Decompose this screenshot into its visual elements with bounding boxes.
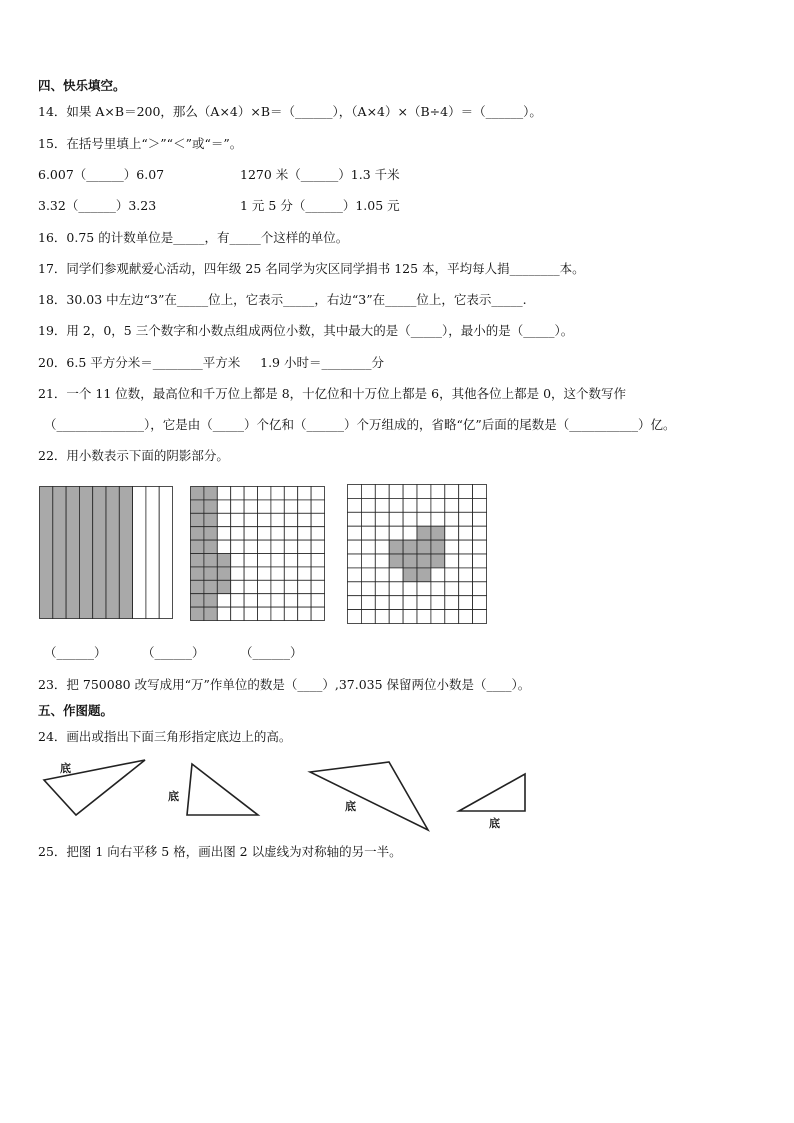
grid-cell bbox=[231, 554, 244, 567]
grid-cell bbox=[473, 554, 487, 568]
grid-cell bbox=[361, 582, 375, 596]
question-15: 15．在括号里填上“＞”“＜”或“＝”。 bbox=[38, 136, 243, 151]
grid-cell bbox=[217, 567, 230, 580]
grid-cell bbox=[417, 485, 431, 499]
grid-cell bbox=[244, 527, 257, 540]
grid-cell bbox=[361, 526, 375, 540]
triangle-3 bbox=[310, 762, 428, 830]
section-5-title: 五、作图题。 bbox=[38, 703, 114, 718]
grid-100-figure-a bbox=[190, 486, 325, 619]
grid-cell bbox=[217, 487, 230, 500]
grid-cell bbox=[217, 500, 230, 513]
grid-cell bbox=[473, 568, 487, 582]
grid-cell bbox=[445, 610, 459, 624]
grid-cell bbox=[361, 512, 375, 526]
grid-cell bbox=[445, 540, 459, 554]
grid-cell bbox=[244, 607, 257, 620]
grid-cell bbox=[473, 540, 487, 554]
grid-cell bbox=[361, 498, 375, 512]
grid-cell bbox=[298, 500, 311, 513]
grid-cell bbox=[217, 554, 230, 567]
grid-cell bbox=[389, 568, 403, 582]
grid-cell bbox=[348, 582, 362, 596]
question-23: 23．把 750080 改写成用“万”作单位的数是（____）,37.035 保留两位小数是（____）。 bbox=[38, 677, 531, 692]
grid-cell bbox=[231, 607, 244, 620]
question-25: 25．把图 1 向右平移 5 格，画出图 2 以虚线为对称轴的另一半。 bbox=[38, 844, 402, 859]
grid-cell bbox=[403, 610, 417, 624]
grid-cell bbox=[298, 580, 311, 593]
grid-cell bbox=[231, 594, 244, 607]
grid-cell bbox=[311, 540, 324, 553]
grid-cell bbox=[361, 568, 375, 582]
strip-cell bbox=[66, 487, 79, 619]
grid-cell bbox=[403, 498, 417, 512]
grid-cell bbox=[417, 582, 431, 596]
grid-cell bbox=[298, 527, 311, 540]
grid-cell bbox=[473, 582, 487, 596]
grid-cell bbox=[271, 580, 284, 593]
grid-cell bbox=[403, 526, 417, 540]
strip-cell bbox=[53, 487, 66, 619]
grid-cell bbox=[417, 596, 431, 610]
grid-cell bbox=[298, 540, 311, 553]
grid-cell bbox=[348, 512, 362, 526]
question-17: 17．同学们参观献爱心活动，四年级 25 名同学为灾区同学捐书 125 本，平均每人捐________本。 bbox=[38, 261, 585, 276]
answer-blank-3: （______） bbox=[240, 645, 303, 660]
grid-cell bbox=[431, 512, 445, 526]
grid-cell bbox=[298, 594, 311, 607]
section-4-title: 四、快乐填空。 bbox=[38, 78, 126, 93]
grid-cell bbox=[191, 500, 204, 513]
grid-cell bbox=[311, 527, 324, 540]
strip-cell bbox=[93, 487, 106, 619]
grid-cell bbox=[258, 487, 271, 500]
strip-cell bbox=[40, 487, 53, 619]
grid-cell bbox=[403, 540, 417, 554]
grid-cell bbox=[284, 500, 297, 513]
grid-cell bbox=[348, 554, 362, 568]
question-20: 20．6.5 平方分米＝________平方米 1.9 小时＝________分 bbox=[38, 355, 384, 370]
grid-cell bbox=[459, 596, 473, 610]
grid-cell bbox=[298, 487, 311, 500]
grid-cell bbox=[191, 513, 204, 526]
grid-cell bbox=[244, 554, 257, 567]
grid-cell bbox=[403, 512, 417, 526]
grid-cell bbox=[258, 500, 271, 513]
grid-cell bbox=[473, 596, 487, 610]
grid-cell bbox=[459, 554, 473, 568]
grid-cell bbox=[244, 567, 257, 580]
grid-cell bbox=[191, 607, 204, 620]
grid-cell bbox=[361, 540, 375, 554]
grid-cell bbox=[258, 567, 271, 580]
grid-cell bbox=[417, 526, 431, 540]
strip-cell bbox=[146, 487, 159, 619]
answer-blank-1: （______） bbox=[44, 645, 107, 660]
grid-cell bbox=[459, 498, 473, 512]
grid-cell bbox=[284, 567, 297, 580]
grid-cell bbox=[258, 607, 271, 620]
grid-cell bbox=[231, 513, 244, 526]
grid-cell bbox=[244, 487, 257, 500]
grid-cell bbox=[244, 540, 257, 553]
grid-cell bbox=[284, 487, 297, 500]
grid-cell bbox=[445, 498, 459, 512]
grid-cell bbox=[389, 512, 403, 526]
grid-cell bbox=[431, 568, 445, 582]
grid-cell bbox=[375, 498, 389, 512]
question-21-line1: 21．一个 11 位数，最高位和千万位上都是 8，十亿位和十万位上都是 6，其他各位上都是 0，这个数写作 bbox=[38, 386, 627, 401]
grid-cell bbox=[284, 527, 297, 540]
grid-cell bbox=[311, 594, 324, 607]
question-21-line2: （______________），它是由（_____）个亿和（______）个万组成的，省略“亿”后面的尾数是（___________）亿。 bbox=[44, 417, 676, 432]
grid-cell bbox=[445, 568, 459, 582]
grid-cell bbox=[191, 594, 204, 607]
grid-cell bbox=[244, 500, 257, 513]
grid-cell bbox=[217, 607, 230, 620]
triangle-1-label: 底 bbox=[60, 762, 71, 775]
grid-cell bbox=[284, 594, 297, 607]
grid-cell bbox=[191, 580, 204, 593]
grid-cell bbox=[459, 568, 473, 582]
grid-cell bbox=[204, 487, 217, 500]
grid-cell bbox=[298, 567, 311, 580]
grid-cell bbox=[217, 540, 230, 553]
grid-cell bbox=[431, 540, 445, 554]
grid-cell bbox=[258, 580, 271, 593]
question-15a: 6.007（______）6.07 bbox=[38, 167, 165, 182]
grid-cell bbox=[271, 487, 284, 500]
question-18: 18．30.03 中左边“3”在_____位上，它表示_____，右边“3”在_____位上，它表示_____. bbox=[38, 292, 527, 307]
grid-cell bbox=[311, 487, 324, 500]
grid-cell bbox=[284, 580, 297, 593]
grid-cell bbox=[389, 485, 403, 499]
grid-cell bbox=[244, 594, 257, 607]
grid-cell bbox=[231, 567, 244, 580]
grid-cell bbox=[348, 596, 362, 610]
grid-cell bbox=[375, 554, 389, 568]
grid-cell bbox=[403, 582, 417, 596]
grid-cell bbox=[348, 540, 362, 554]
grid-cell bbox=[417, 512, 431, 526]
grid-cell bbox=[311, 607, 324, 620]
grid-cell bbox=[258, 527, 271, 540]
grid-cell bbox=[459, 526, 473, 540]
grid-cell bbox=[204, 500, 217, 513]
triangle-4 bbox=[459, 774, 525, 811]
question-15c: 3.32（______）3.23 bbox=[38, 198, 157, 213]
grid-cell bbox=[389, 582, 403, 596]
grid-strips-figure bbox=[39, 486, 173, 619]
grid-cell bbox=[375, 485, 389, 499]
grid-cell bbox=[431, 554, 445, 568]
grid-cell bbox=[348, 485, 362, 499]
question-22: 22．用小数表示下面的阴影部分。 bbox=[38, 448, 229, 463]
grid-cell bbox=[204, 580, 217, 593]
grid-cell bbox=[271, 513, 284, 526]
grid-cell bbox=[311, 500, 324, 513]
grid-cell bbox=[473, 498, 487, 512]
grid-cell bbox=[361, 554, 375, 568]
grid-cell bbox=[298, 554, 311, 567]
strip-cell bbox=[133, 487, 146, 619]
grid-cell bbox=[403, 568, 417, 582]
grid-cell bbox=[459, 485, 473, 499]
grid-cell bbox=[191, 540, 204, 553]
grid-cell bbox=[445, 596, 459, 610]
grid-cell bbox=[204, 554, 217, 567]
grid-cell bbox=[473, 485, 487, 499]
grid-cell bbox=[375, 596, 389, 610]
question-14: 14．如果 A×B＝200，那么（A×4）×B＝（______），（A×4）×（B÷4）＝（______）。 bbox=[38, 104, 542, 119]
grid-cell bbox=[459, 582, 473, 596]
grid-cell bbox=[244, 580, 257, 593]
triangle-figures bbox=[0, 750, 794, 840]
grid-cell bbox=[431, 610, 445, 624]
grid-cell bbox=[431, 582, 445, 596]
triangle-3-label: 底 bbox=[345, 800, 356, 813]
grid-cell bbox=[389, 610, 403, 624]
grid-cell bbox=[204, 607, 217, 620]
strip-cell bbox=[106, 487, 119, 619]
grid-cell bbox=[271, 500, 284, 513]
grid-cell bbox=[361, 610, 375, 624]
grid-cell bbox=[244, 513, 257, 526]
grid-cell bbox=[311, 580, 324, 593]
grid-cell bbox=[231, 527, 244, 540]
grid-cell bbox=[473, 610, 487, 624]
grid-cell bbox=[459, 610, 473, 624]
grid-cell bbox=[445, 526, 459, 540]
grid-cell bbox=[284, 607, 297, 620]
grid-cell bbox=[271, 607, 284, 620]
grid-cell bbox=[258, 513, 271, 526]
grid-cell bbox=[417, 498, 431, 512]
triangle-2 bbox=[187, 764, 258, 815]
grid-cell bbox=[445, 554, 459, 568]
grid-cell bbox=[191, 487, 204, 500]
grid-cell bbox=[231, 500, 244, 513]
grid-cell bbox=[284, 513, 297, 526]
grid-cell bbox=[375, 582, 389, 596]
grid-cell bbox=[389, 596, 403, 610]
grid-cell bbox=[217, 594, 230, 607]
grid-cell bbox=[375, 540, 389, 554]
grid-cell bbox=[375, 526, 389, 540]
grid-cell bbox=[431, 596, 445, 610]
grid-cell bbox=[473, 526, 487, 540]
grid-cell bbox=[217, 580, 230, 593]
grid-cell bbox=[204, 594, 217, 607]
grid-cell bbox=[231, 487, 244, 500]
grid-cell bbox=[445, 582, 459, 596]
grid-cell bbox=[204, 527, 217, 540]
grid-cell bbox=[298, 607, 311, 620]
grid-cell bbox=[459, 540, 473, 554]
grid-cell bbox=[258, 594, 271, 607]
strip-cell bbox=[159, 487, 172, 619]
grid-cell bbox=[204, 513, 217, 526]
grid-cell bbox=[389, 540, 403, 554]
question-15b: 1270 米（______）1.3 千米 bbox=[240, 167, 400, 182]
grid-cell bbox=[191, 567, 204, 580]
grid-cell bbox=[217, 513, 230, 526]
strip-cell bbox=[119, 487, 132, 619]
grid-cell bbox=[445, 512, 459, 526]
answer-blank-2: （______） bbox=[142, 645, 205, 660]
grid-cell bbox=[258, 554, 271, 567]
grid-cell bbox=[271, 527, 284, 540]
grid-cell bbox=[375, 512, 389, 526]
grid-cell bbox=[231, 540, 244, 553]
grid-cell bbox=[361, 596, 375, 610]
grid-100-figure-b bbox=[347, 484, 487, 624]
grid-cell bbox=[348, 610, 362, 624]
grid-cell bbox=[431, 498, 445, 512]
grid-cell bbox=[389, 498, 403, 512]
grid-cell bbox=[445, 485, 459, 499]
grid-cell bbox=[375, 610, 389, 624]
grid-cell bbox=[375, 568, 389, 582]
grid-cell bbox=[403, 596, 417, 610]
grid-cell bbox=[204, 540, 217, 553]
grid-cell bbox=[311, 513, 324, 526]
grid-cell bbox=[231, 580, 244, 593]
grid-cell bbox=[403, 554, 417, 568]
grid-cell bbox=[417, 554, 431, 568]
grid-cell bbox=[311, 554, 324, 567]
grid-cell bbox=[403, 485, 417, 499]
strip-cell bbox=[79, 487, 92, 619]
question-24: 24．画出或指出下面三角形指定底边上的高。 bbox=[38, 729, 292, 744]
grid-cell bbox=[431, 526, 445, 540]
grid-cell bbox=[284, 554, 297, 567]
grid-cell bbox=[271, 567, 284, 580]
grid-cell bbox=[348, 526, 362, 540]
grid-cell bbox=[204, 567, 217, 580]
triangle-4-label: 底 bbox=[489, 817, 500, 830]
grid-cell bbox=[417, 568, 431, 582]
grid-cell bbox=[348, 498, 362, 512]
grid-cell bbox=[431, 485, 445, 499]
grid-cell bbox=[459, 512, 473, 526]
triangle-2-label: 底 bbox=[168, 790, 179, 803]
grid-cell bbox=[191, 527, 204, 540]
grid-cell bbox=[271, 540, 284, 553]
grid-cell bbox=[389, 554, 403, 568]
question-19: 19．用 2，0，5 三个数字和小数点组成两位小数，其中最大的是（_____），最小的是（_____）。 bbox=[38, 323, 574, 338]
grid-cell bbox=[361, 485, 375, 499]
grid-cell bbox=[217, 527, 230, 540]
grid-cell bbox=[298, 513, 311, 526]
grid-cell bbox=[311, 567, 324, 580]
grid-cell bbox=[473, 512, 487, 526]
grid-cell bbox=[389, 526, 403, 540]
question-15d: 1 元 5 分（______）1.05 元 bbox=[240, 198, 400, 213]
grid-cell bbox=[271, 554, 284, 567]
grid-cell bbox=[284, 540, 297, 553]
grid-cell bbox=[258, 540, 271, 553]
grid-cell bbox=[271, 594, 284, 607]
question-16: 16．0.75 的计数单位是_____，有_____个这样的单位。 bbox=[38, 230, 349, 245]
grid-cell bbox=[417, 540, 431, 554]
grid-cell bbox=[348, 568, 362, 582]
grid-cell bbox=[191, 554, 204, 567]
grid-cell bbox=[417, 610, 431, 624]
